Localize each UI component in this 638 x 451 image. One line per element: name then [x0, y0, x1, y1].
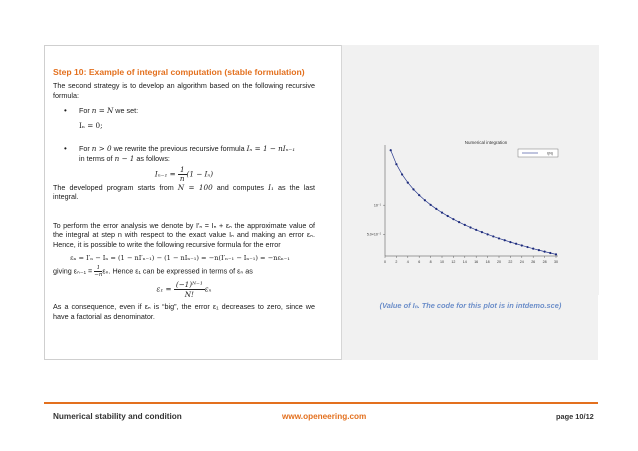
chart-legend: [518, 149, 558, 157]
eps1-rhs: εₙ: [204, 284, 212, 294]
eq-num: 1: [179, 164, 185, 174]
eps1-equation: [53, 280, 315, 299]
data-point: [526, 246, 528, 248]
bullet2-line2-prefix: in terms of: [79, 153, 115, 163]
y-tick-label: 10⁻¹: [373, 203, 381, 208]
chart-title: Numerical integration: [464, 140, 508, 145]
data-point: [424, 199, 426, 201]
footer-title: Numerical stability and condition: [53, 412, 182, 421]
x-tick-label: 2: [395, 260, 398, 264]
data-point: [504, 239, 506, 241]
x-tick-label: 24: [519, 260, 524, 264]
data-point: [447, 215, 449, 217]
giving-frac-den: −n: [94, 272, 103, 279]
developed-text: The developed program starts from: [53, 182, 178, 192]
bullet2-line2-suffix: as follows:: [134, 153, 170, 163]
data-point: [492, 235, 494, 237]
bullet2-cond: n > 0: [91, 144, 112, 154]
x-tick-label: 14: [462, 260, 467, 264]
data-point: [464, 224, 466, 226]
eq-fraction: [178, 166, 187, 183]
data-point: [458, 221, 460, 223]
x-tick-label: 20: [497, 260, 501, 264]
error-paragraph: To perform the error analysis we denote by I′ₙ = Iₙ + εₙ the approximate value of the integral at step n with respect to the exact value Iₙ and making an error εₙ. Hence, it is possible to write the following recursive formula for the error: [53, 220, 315, 249]
bullet1-prefix: For: [79, 106, 92, 116]
bullet2-mid: we rewrite the previous recursive formula: [111, 144, 247, 154]
data-point: [469, 226, 471, 228]
data-point: [441, 212, 443, 214]
data-point: [549, 252, 551, 254]
bullet2-prefix: For: [79, 144, 92, 154]
y-tick-label: 5.0×10⁻²: [366, 232, 381, 237]
x-tick-label: 22: [508, 260, 513, 264]
x-tick-label: 16: [474, 260, 479, 264]
developed-cond: N = 100: [177, 182, 213, 192]
x-tick-label: 28: [542, 260, 547, 264]
data-point: [532, 248, 534, 250]
integration-chart: [342, 45, 599, 295]
chart-background: [342, 45, 599, 295]
eps1-lhs: ε₁ =: [156, 284, 174, 294]
data-point: [515, 243, 517, 245]
data-point: [395, 163, 397, 165]
developed-end: as the last integral.: [53, 182, 315, 202]
developed-var: I₁: [268, 182, 274, 192]
data-point: [521, 244, 523, 246]
eps1-fraction: [174, 280, 205, 299]
figure-panel: [341, 45, 598, 360]
data-point: [435, 208, 437, 210]
x-tick-label: 30: [554, 260, 558, 264]
eq-lhs: Iₙ₋₁ =: [154, 169, 178, 179]
conclusion-paragraph: As a consequence, even if εₙ is “big”, the error ε₁ decreases to zero, since we have a factorial as denominator.: [53, 302, 315, 321]
footer-page-number: page 10/12: [556, 412, 594, 421]
data-point: [401, 173, 403, 175]
bullet1-equation: Iₙ = 0;: [79, 120, 103, 130]
data-point: [475, 229, 477, 231]
figure-caption: (Value of Iₙ. The code for this plot is in intdemo.sce): [379, 301, 562, 310]
x-tick-label: 8: [429, 260, 432, 264]
data-point: [452, 218, 454, 220]
data-point: [390, 149, 392, 151]
x-tick-label: 18: [485, 260, 490, 264]
x-tick-label: 0: [384, 260, 386, 264]
x-tick-label: 4: [406, 260, 409, 264]
data-point: [538, 249, 540, 251]
data-point: [412, 188, 414, 190]
x-tick-label: 26: [531, 260, 536, 264]
developed-paragraph: [53, 183, 315, 202]
giving-mid: εₙ. Hence ε₁ can be expressed in terms of εₙ as: [102, 266, 253, 276]
giving-line: [53, 265, 315, 278]
section-title: Step 10: Example of integral computation (stable formulation): [53, 67, 305, 77]
bullet-item-1: [53, 106, 315, 116]
eps1-num: (−1)ᴺ⁻¹: [175, 280, 203, 290]
x-tick-label: 12: [451, 260, 456, 264]
x-tick-label: 10: [440, 260, 444, 264]
data-point: [418, 194, 420, 196]
legend-label: I(N): [547, 151, 553, 156]
data-point: [544, 250, 546, 252]
data-point: [481, 231, 483, 233]
eps1-den: N!: [184, 290, 194, 300]
giving-frac-num: 1: [94, 265, 102, 272]
eq-den: n: [179, 173, 185, 183]
text-column: [53, 67, 315, 321]
intro-paragraph: The second strategy is to develop an algorithm based on the following recursive formula:: [53, 81, 315, 100]
bullet1-suffix: we set:: [113, 106, 139, 116]
recursion-equation: [53, 166, 315, 183]
developed-mid: and computes: [212, 182, 269, 192]
data-point: [407, 181, 409, 183]
footer-rule: [44, 402, 598, 404]
data-point: [430, 204, 432, 206]
data-point: [509, 241, 511, 243]
bullet2-formula: Iₙ = 1 − nIₙ₋₁: [246, 144, 296, 154]
x-tick-label: 6: [418, 260, 421, 264]
bullet1-cond: n = N: [91, 106, 114, 116]
data-point: [555, 253, 557, 255]
data-point: [487, 233, 489, 235]
data-point: [498, 237, 500, 239]
footer-website-link[interactable]: www.openeering.com: [282, 412, 367, 421]
bullet-item-2: [53, 144, 315, 163]
bullet2-line2-term: n − 1: [114, 153, 135, 163]
error-formula: εₙ = I′ₙ − Iₙ = (1 − nI′ₙ₋₁) − (1 − nIₙ₋₁) = −n(I′ₙ₋₁ − Iₙ₋₁) = −nεₙ₋₁: [70, 253, 290, 262]
giving-prefix: giving εₙ₋₁ =: [53, 266, 95, 276]
eq-rhs: (1 − Iₙ): [186, 169, 214, 179]
